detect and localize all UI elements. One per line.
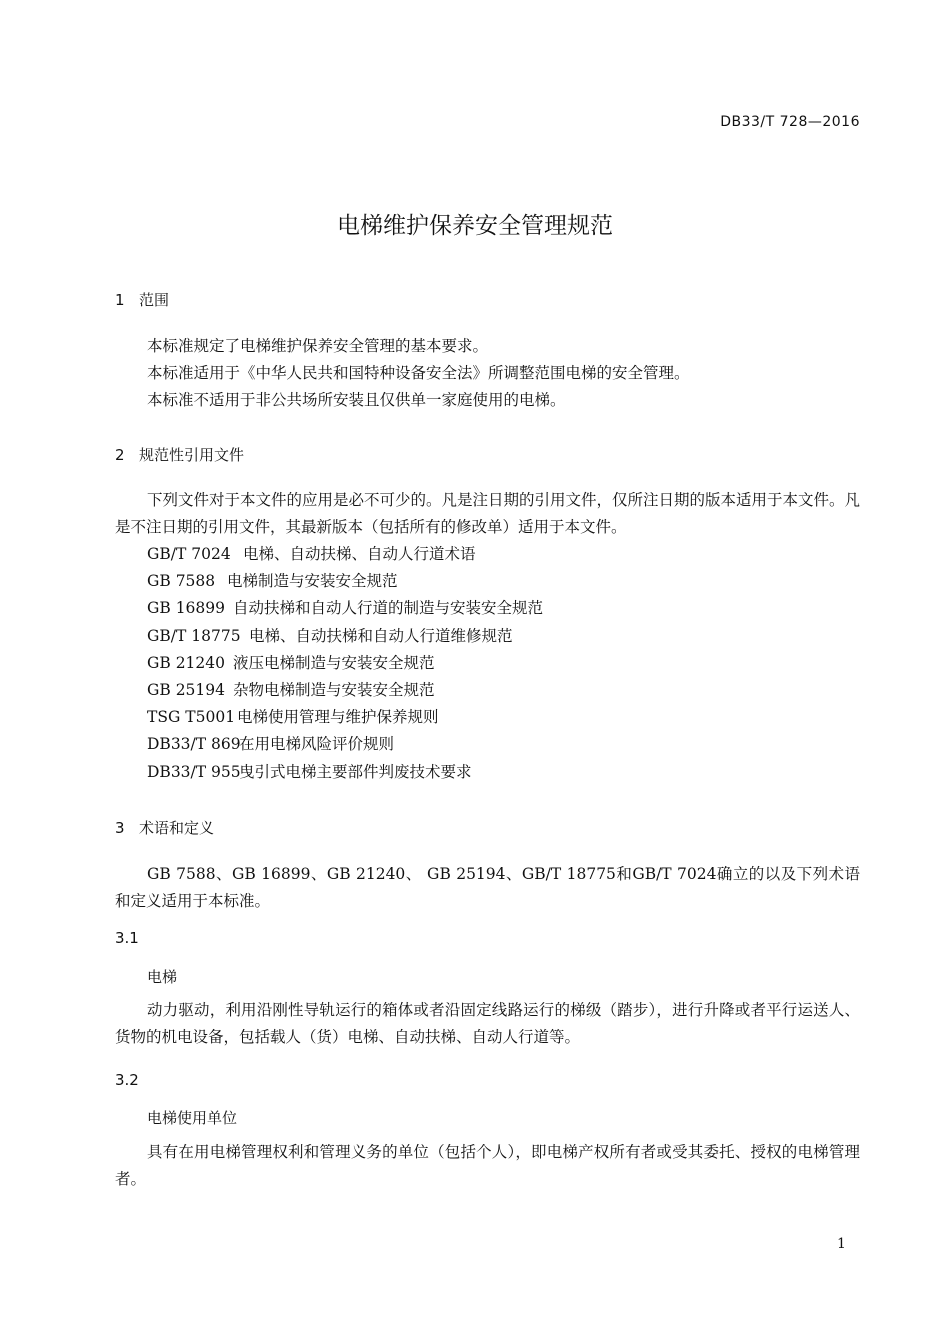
reference-title: 液压电梯制造与安装安全规范 [233, 653, 435, 672]
section-3-heading [115, 817, 214, 838]
reference-item [147, 595, 543, 622]
section-1-heading [115, 289, 169, 310]
reference-title: 电梯制造与安装安全规范 [227, 572, 398, 591]
reference-code: GB 7588 [147, 572, 216, 591]
section-number: 1 [115, 291, 125, 309]
section-number: 2 [115, 446, 125, 464]
section-title: 规范性引用文件 [139, 446, 245, 464]
terms-intro: GB 7588、GB 16899、GB 21240、 GB 25194、GB/T 18775和GB/T 7024确立的以及下列术语和定义适用于本标准。 [115, 865, 860, 910]
reference-title: 在用电梯风险评价规则 [239, 735, 395, 754]
reference-list [147, 541, 543, 786]
reference-code: GB/T 7024 [147, 545, 231, 563]
reference-code: DB33/T 955 [147, 762, 241, 781]
reference-title: 曳引式电梯主要部件判废技术要求 [239, 762, 472, 781]
reference-item [147, 704, 543, 731]
document-title: 电梯维护保养安全管理规范 [337, 213, 613, 239]
reference-title: 电梯、自动扶梯和自动人行道维修规范 [249, 626, 513, 645]
section-title: 术语和定义 [139, 819, 215, 837]
reference-item [147, 731, 543, 758]
term-number: 3.2 [115, 1071, 139, 1089]
section-number: 3 [115, 819, 125, 837]
reference-title: 电梯、自动扶梯、自动人行道术语 [243, 545, 476, 563]
reference-item [147, 677, 543, 704]
reference-item [147, 623, 543, 650]
references-intro: 下列文件对于本文件的应用是必不可少的。凡是注日期的引用文件，仅所注日期的版本适用于本文件。凡是不注日期的引用文件，其最新版本（包括所有的修改单）适用于本文件。 [115, 491, 861, 536]
term-number: 3.1 [115, 929, 139, 947]
reference-code: DB33/T 869 [147, 735, 241, 754]
page-number: 1 [837, 1236, 846, 1252]
reference-title: 杂物电梯制造与安装安全规范 [233, 680, 435, 699]
term-name: 电梯使用单位 [147, 1109, 238, 1127]
reference-title: 电梯使用管理与维护保养规则 [237, 708, 439, 727]
reference-title: 自动扶梯和自动人行道的制造与安装安全规范 [233, 599, 544, 618]
reference-item [147, 568, 543, 595]
section-title: 范围 [139, 291, 170, 309]
scope-line-1: 本标准规定了电梯维护保养安全管理的基本要求。 [147, 337, 489, 355]
reference-code: GB 25194 [147, 680, 226, 699]
scope-line-3: 本标准不适用于非公共场所安装且仅供单一家庭使用的电梯。 [147, 391, 566, 409]
reference-code: TSG T5001 [147, 708, 236, 727]
reference-item [147, 541, 543, 568]
term-name: 电梯 [147, 968, 178, 986]
reference-item [147, 650, 543, 677]
reference-code: GB/T 18775 [147, 626, 241, 645]
document-code: DB33/T 728—2016 [720, 114, 860, 130]
reference-code: GB 16899 [147, 599, 226, 618]
scope-line-2: 本标准适用于《中华人民共和国特种设备安全法》所调整范围电梯的安全管理。 [147, 364, 690, 382]
reference-item [147, 759, 543, 786]
term-definition: 动力驱动，利用沿刚性导轨运行的箱体或者沿固定线路运行的梯级（踏步），进行升降或者平行运送人、货物的机电设备，包括载人（货）电梯、自动扶梯、自动人行道等。 [115, 1001, 860, 1046]
term-definition: 具有在用电梯管理权利和管理义务的单位（包括个人），即电梯产权所有者或受其委托、授权的电梯管理者。 [115, 1143, 860, 1188]
section-2-heading [115, 444, 244, 465]
reference-code: GB 21240 [147, 653, 226, 672]
